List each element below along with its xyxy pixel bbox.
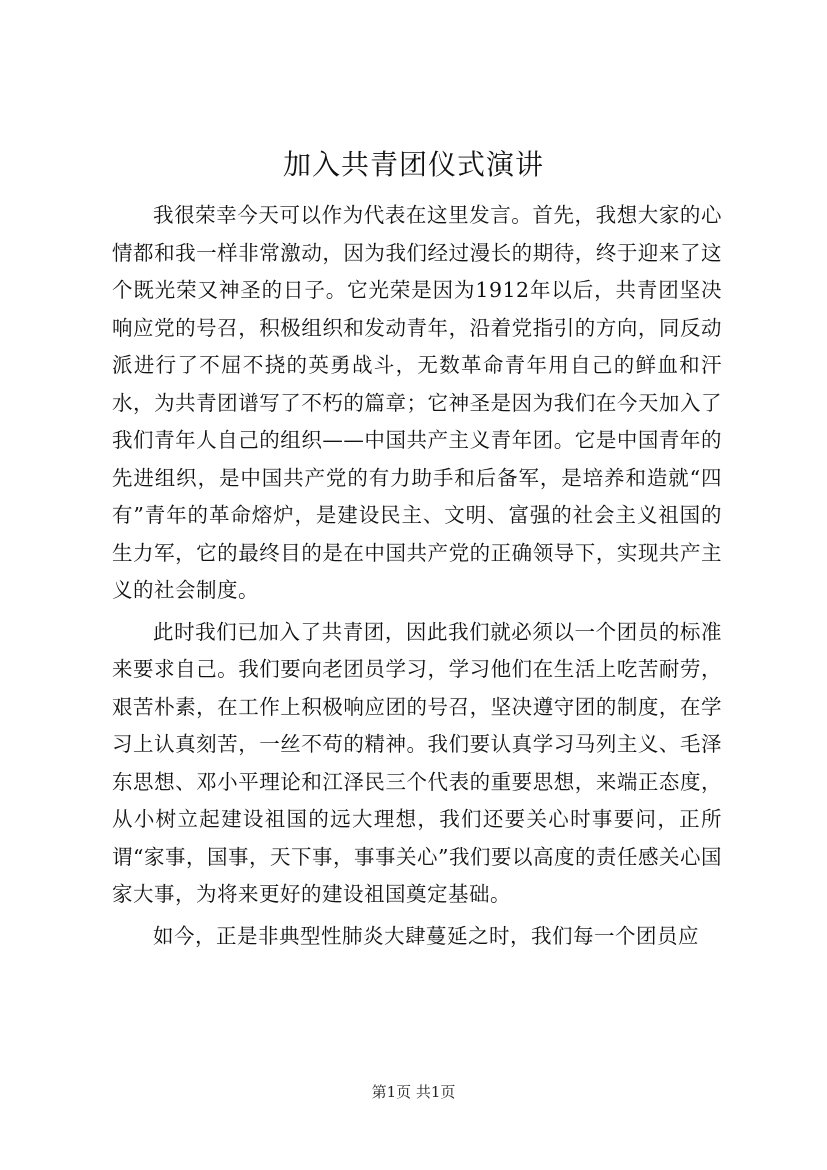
document-title: 加入共青团仪式演讲 (282, 148, 544, 181)
page-footer: 第1页 共1页 (371, 1083, 456, 1101)
document-body (112, 197, 722, 959)
paragraph-1: 我很荣幸今天可以作为代表在这里发言。首先，我想大家的心情都和我一样非常激动，因为我们经过漫长的期待，终于迎来了这个既光荣又神圣的日子。它光荣是因为1912年以后，共青团坚决响应党的号召，积极组织和发动青年，沿着党指引的方向，同反动派进行了不屈不挠的英勇战斗，无数革命青年用自己的鲜血和汗水，为共青团谱写了不朽的篇章；它神圣是因为我们在今天加入了我们青年人自己的组织——中国共产主义青年团。它是中国青年的先进组织，是中国共产党的有力助手和后备军，是培养和造就“四有”青年的革命熔炉，是建设民主、文明、富强的社会主义祖国的生力军，它的最终目的是在中国共产党的正确领导下，实现共产主义的社会制度。 (112, 203, 722, 602)
paragraph-2: 此时我们已加入了共青团，因此我们就必须以一个团员的标准来要求自己。我们要向老团员学习，学习他们在生活上吃苦耐劳，艰苦朴素，在工作上积极响应团的号召，坚决遵守团的制度，在学习上认真刻苦，一丝不苟的精神。我们要认真学习马列主义、毛泽东思想、邓小平理论和江泽民三个代表的重要思想，来端正态度，从小树立起建设祖国的远大理想，我们还要关心时事要问，正所谓“家事，国事，天下事，事事关心”我们要以高度的责任感关心国家大事，为将来更好的建设祖国奠定基础。 (112, 619, 722, 906)
paragraph-3: 如今，正是非典型性肺炎大肆蔓延之时，我们每一个团员应 (153, 923, 699, 948)
